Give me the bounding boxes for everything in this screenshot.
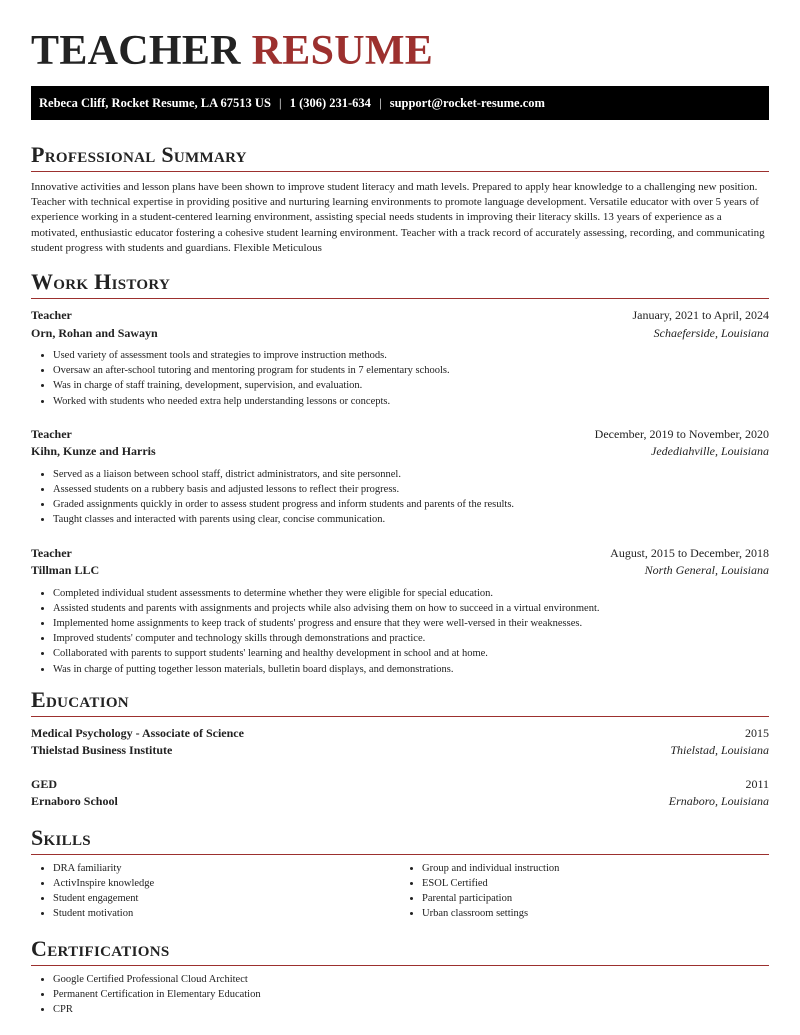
list-item: • Permanent Certification in Elementary Education [53, 987, 769, 1002]
list-item: • Was in charge of putting together lesson materials, bulletin board displays, and demonstrations. [53, 662, 769, 677]
job-location: Schaeferside, Louisiana [653, 325, 769, 340]
skills-right-list [400, 861, 769, 922]
list-item: • Graded assignments quickly in order to assess student progress and inform students and parents of the results. [53, 497, 769, 512]
work-history-section [31, 268, 769, 677]
list-item: • Was in charge of staff training, development, supervision, and evaluation. [53, 378, 769, 393]
list-item: • Urban classroom settings [422, 906, 769, 921]
job-title: Teacher [31, 426, 72, 441]
job-company-row [31, 325, 769, 343]
education-entry [31, 776, 769, 811]
summary-text: Innovative activities and lesson plans have been shown to improve student literacy and math levels. Prepared to apply hear knowledge to a challenging new position. Teacher with technical expertise in providing positive and nurturing learning environments to promote language development. Versatile educator with over 5 years of experience working in a student-centered learning environment, assisting special needs students in improving their literacy skills. 13 years of experience as a motivated, enthusiastic educator fostering a cohesive student learning environment. Teacher with a track record of accurately assessing, recording, and communicating student progress with students and guardians. Flexible Meticulous [31, 181, 765, 254]
job-dates: August, 2015 to December, 2018 [610, 545, 769, 560]
job-title-row [31, 307, 769, 325]
job-company-row [31, 562, 769, 580]
skills-section [31, 824, 769, 922]
summary-section [31, 141, 769, 256]
education-section [31, 686, 769, 811]
education-school: Thielstad Business Institute [31, 743, 173, 758]
list-item: • Improved students' computer and technology skills through demonstrations and practice. [53, 631, 769, 646]
list-item: • Google Certified Professional Cloud Architect [53, 972, 769, 987]
list-item: • Completed individual student assessments to determine whether they were eligible for special education. [53, 586, 769, 601]
job-title: Teacher [31, 545, 72, 560]
title-word-teacher: TEACHER [31, 28, 241, 74]
list-item: • Served as a liaison between school staff, district administrators, and site personnel. [53, 467, 769, 482]
job-company: Kihn, Kunze and Harris [31, 444, 156, 459]
contact-bar [31, 86, 769, 120]
education-year: 2011 [745, 776, 769, 791]
list-item: • Worked with students who needed extra help understanding lessons or concepts. [53, 394, 769, 409]
education-school: Ernaboro School [31, 794, 118, 809]
list-item: • Parental participation [422, 891, 769, 906]
list-item: • CPR [53, 1002, 769, 1017]
education-location: Ernaboro, Louisiana [668, 794, 769, 809]
job-bullets [31, 586, 769, 677]
job-entry [31, 545, 769, 677]
list-item: • Student engagement [53, 891, 400, 906]
list-item: • Student motivation [53, 906, 400, 921]
list-item: • Assessed students on a rubbery basis and adjusted lessons to reflect their progress. [53, 482, 769, 497]
job-title-row [31, 426, 769, 444]
list-item: • Group and individual instruction [422, 861, 769, 876]
summary-heading: Professional Summary [31, 141, 769, 172]
education-school-row [31, 742, 769, 760]
certifications-heading: Certifications [31, 935, 769, 966]
contact-phone: 1 (306) 231-634 [289, 96, 371, 110]
list-item: • Taught classes and interacted with parents using clear, concise communication. [53, 512, 769, 527]
skills-left-list [31, 861, 400, 922]
education-entry [31, 725, 769, 760]
job-location: North General, Louisiana [644, 563, 769, 578]
job-title-row [31, 545, 769, 563]
job-dates: January, 2021 to April, 2024 [632, 308, 769, 323]
job-company: Tillman LLC [31, 563, 100, 578]
job-company-row [31, 443, 769, 461]
contact-email: support@rocket-resume.com [389, 96, 545, 110]
job-bullets [31, 467, 769, 528]
job-entry [31, 307, 769, 409]
list-item: • Used variety of assessment tools and strategies to improve instruction methods. [53, 348, 769, 363]
education-year: 2015 [745, 725, 769, 740]
list-item: • Collaborated with parents to support students' learning and healthy development in school and at home. [53, 646, 769, 661]
list-item: • ActivInspire knowledge [53, 876, 400, 891]
list-item: • Oversaw an after-school tutoring and mentoring program for students in 7 elementary schools. [53, 363, 769, 378]
contact-separator: | [279, 96, 282, 110]
work-history-heading: Work History [31, 268, 769, 299]
list-item: • Implemented home assignments to keep track of students' progress and ensure that they were well-versed in their weaknesses. [53, 616, 769, 631]
list-item: • ESOL Certified [422, 876, 769, 891]
education-degree-row [31, 776, 769, 794]
resume-title [31, 0, 769, 85]
certifications-list [31, 972, 769, 1018]
job-company: Orn, Rohan and Sawayn [31, 325, 158, 340]
contact-separator: | [379, 96, 382, 110]
education-heading: Education [31, 686, 769, 717]
job-bullets [31, 348, 769, 409]
education-degree: GED [31, 776, 58, 791]
education-degree-row [31, 725, 769, 743]
certifications-section [31, 935, 769, 1018]
title-word-resume: RESUME [251, 28, 434, 74]
list-item: • DRA familiarity [53, 861, 400, 876]
skills-heading: Skills [31, 824, 769, 855]
skills-grid [31, 855, 769, 922]
contact-address: Rebeca Cliff, Rocket Resume, LA 67513 US [39, 96, 271, 110]
job-entry [31, 426, 769, 528]
list-item: • Assisted students and parents with assignments and projects while also advising them on how to succeed in a virtual environment. [53, 601, 769, 616]
job-location: Jedediahville, Louisiana [651, 444, 769, 459]
education-degree: Medical Psychology - Associate of Science [31, 725, 244, 740]
education-school-row [31, 793, 769, 811]
job-title: Teacher [31, 308, 72, 323]
education-location: Thielstad, Louisiana [670, 743, 769, 758]
job-dates: December, 2019 to November, 2020 [594, 426, 769, 441]
